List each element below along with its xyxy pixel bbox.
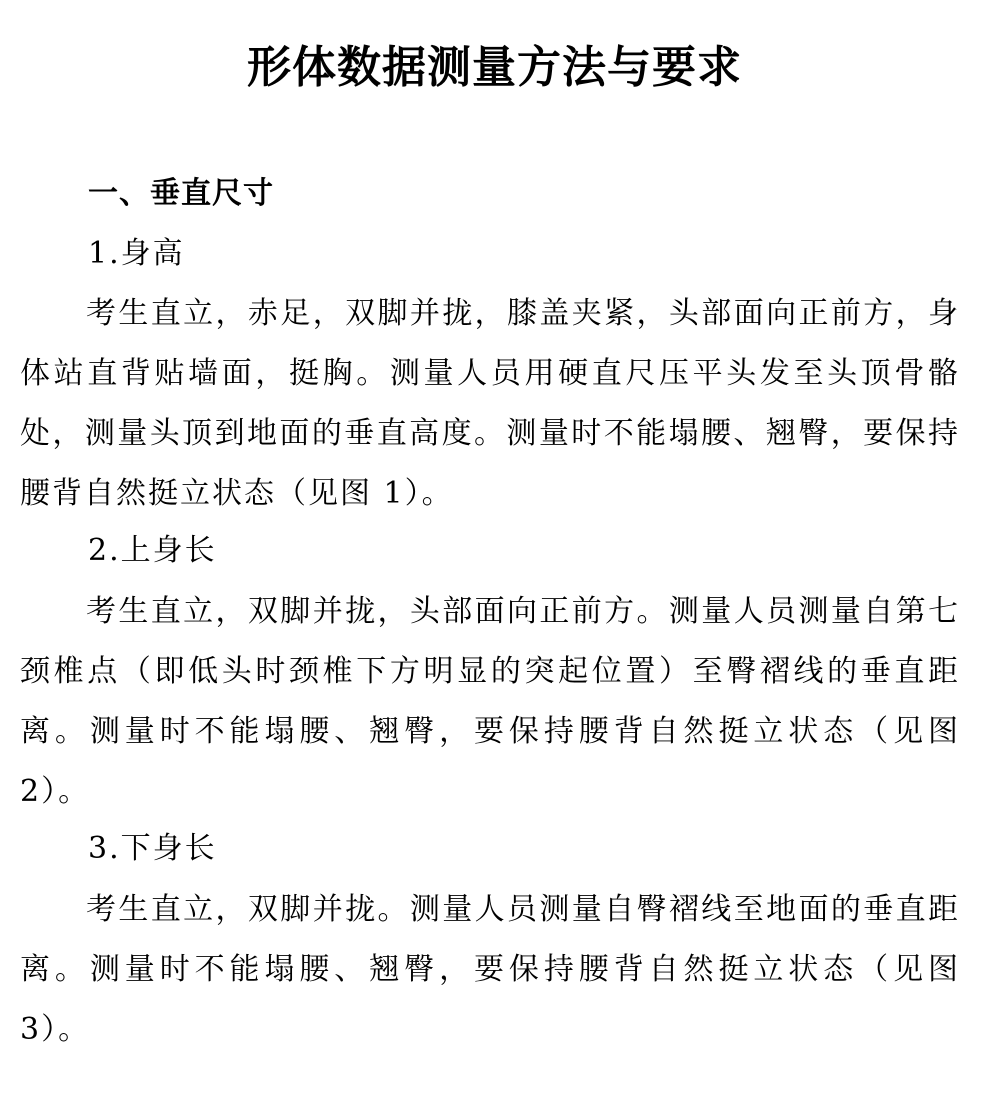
item-heading-height: 1.身高: [88, 236, 185, 271]
item-body-height: 考生直立，赤足，双脚并拢，膝盖夹紧，头部面向正前方，身体站直背贴墙面，挺胸。测量人员用硬直尺压平头发至头顶骨骼处，测量头顶到地面的垂直高度。测量时不能塌腰、翘臀，要保持腰背自然挺立状态（见图 1）。: [20, 296, 960, 511]
item-body-upper-body-length: 考生直立，双脚并拢，头部面向正前方。测量人员测量自第七颈椎点（即低头时颈椎下方明显的突起位置）至臀褶线的垂直距离。测量时不能塌腰、翘臀，要保持腰背自然挺立状态（见图 2）。: [20, 594, 960, 809]
item-heading-upper-body-length: 2.上身长: [88, 533, 217, 568]
document-title: 形体数据测量方法与要求: [247, 42, 742, 93]
item-body-lower-body-length: 考生直立，双脚并拢。测量人员测量自臀褶线至地面的垂直距离。测量时不能塌腰、翘臀，要保持腰背自然挺立状态（见图 3）。: [20, 892, 960, 1047]
item-heading-lower-body-length: 3.下身长: [88, 831, 217, 866]
section-heading-vertical-dimensions: 一、垂直尺寸: [88, 176, 274, 211]
